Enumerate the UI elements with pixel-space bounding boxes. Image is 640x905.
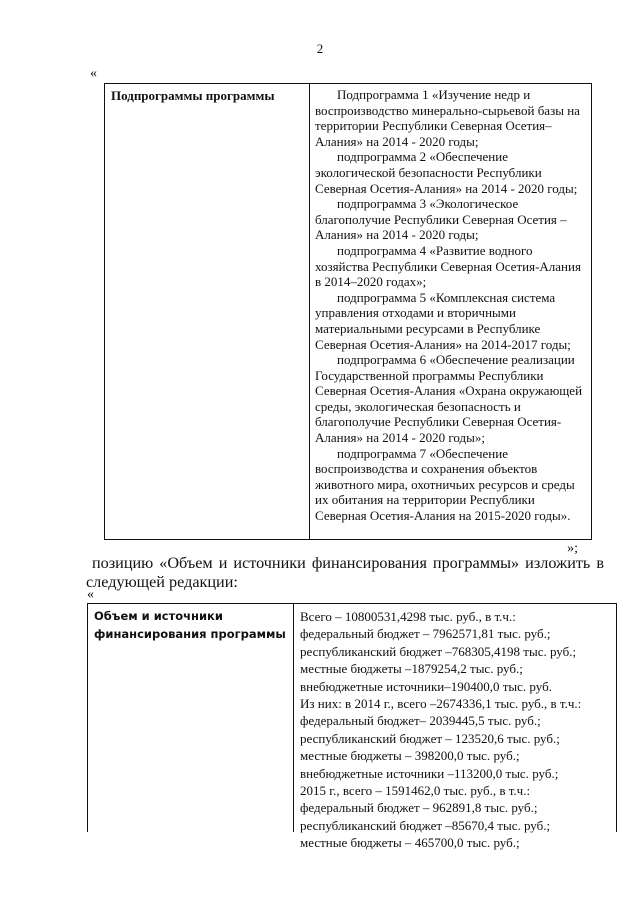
funding-line: федеральный бюджет – 962891,8 тыс. руб.; — [300, 800, 538, 816]
subprogram-item-2: подпрограмма 2 «Обеспечение экологической безопасности Республики Северная Осетия-Алания» на 2014 - 2020 годы; — [315, 149, 578, 196]
funding-line: 2015 г., всего – 1591462,0 тыс. руб., в т.ч.: — [300, 783, 531, 799]
funding-line: внебюджетные источники–190400,0 тыс. руб. — [300, 678, 552, 694]
subprograms-list — [315, 87, 589, 524]
table-column-divider — [309, 84, 310, 539]
funding-line: местные бюджеты –1879254,2 тыс. руб.; — [300, 661, 523, 677]
funding-line: республиканский бюджет – 123520,6 тыс. руб.; — [300, 730, 560, 746]
funding-line: внебюджетные источники –113200,0 тыс. руб.; — [300, 765, 559, 781]
funding-line: республиканский бюджет –768305,4198 тыс. руб.; — [300, 643, 577, 659]
subprogram-item-7: подпрограмма 7 «Обеспечение воспроизводства и сохранения объектов животного мира, охотничьих ресурсов и среды их обитания на территории Республики Северная Осетия-Алания на 2015-2020 годы». — [315, 445, 575, 524]
funding-line: республиканский бюджет –85670,4 тыс. руб.; — [300, 817, 551, 833]
closing-quote: »; — [567, 541, 578, 556]
subprograms-table — [104, 83, 592, 540]
funding-line: местные бюджеты – 465700,0 тыс. руб.; — [300, 835, 520, 851]
funding-line: федеральный бюджет – 7962571,81 тыс. руб.; — [300, 626, 551, 642]
subprogram-item-4: подпрограмма 4 «Развитие водного хозяйства Республики Северная Осетия-Алания в 2014–2020 годах»; — [315, 242, 581, 290]
funding-line: федеральный бюджет– 2039445,5 тыс. руб.; — [300, 713, 541, 729]
funding-line: Из них: в 2014 г., всего –2674336,1 тыс. руб., в т.ч.: — [300, 696, 582, 712]
funding-table — [87, 603, 617, 851]
subprogram-item-6: подпрограмма 6 «Обеспечение реализации Государственной программы Республики Северная Осетия-Алания «Охрана окружающей среды, экологическая безопасность и благополучие Республики Северная Осетия-Алания» на 2014 - 2020 годы»; — [315, 352, 583, 446]
funding-label: Объем и источники финансирования программы — [94, 609, 286, 641]
funding-line: Всего – 10800531,4298 тыс. руб., в т.ч.: — [300, 609, 516, 624]
funding-line: местные бюджеты – 398200,0 тыс. руб.; — [300, 748, 520, 764]
subprogram-item-3: подпрограмма 3 «Экологическое благополучие Республики Северная Осетия – Алания» на 2014 - 2020 годы; — [315, 196, 567, 243]
table-column-divider — [293, 604, 294, 832]
page-number: 2 — [316, 41, 324, 56]
subprogram-item-1: Подпрограмма 1 «Изучение недр и воспроизводство минерально-сырьевой базы на территории Республики Северная Осетия–Алания» на 2014 - 2020 годы; — [315, 87, 580, 149]
body-paragraph: позицию «Объем и источники финансирования программы» изложить в следующей редакции: — [86, 554, 604, 591]
funding-details — [300, 608, 616, 852]
opening-quote-2: « — [87, 587, 94, 602]
subprograms-label: Подпрограммы программы — [111, 88, 275, 103]
opening-quote: « — [90, 66, 97, 81]
subprogram-item-5: подпрограмма 5 «Комплексная система управления отходами и вторичными материальными ресурсами в Республике Северная Осетия-Алания» на 2014-2017 годы; — [315, 289, 571, 352]
